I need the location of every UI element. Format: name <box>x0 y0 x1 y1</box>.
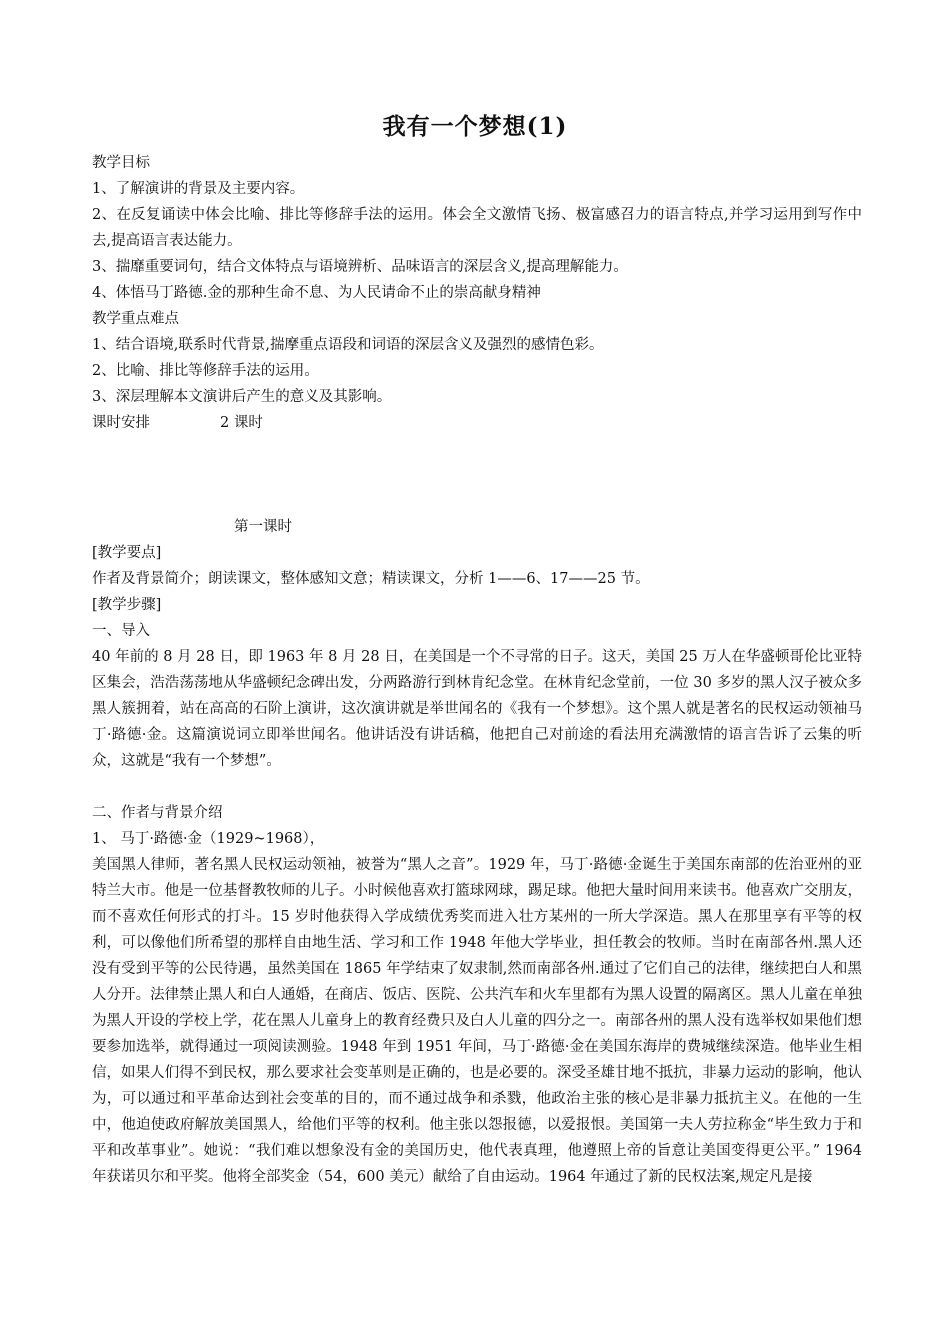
intro-paragraph: 40 年前的 8 月 28 日，即 1963 年 8 月 28 日，在美国是一个不寻常的日子。这天，美国 25 万人在华盛顿哥伦比亚特区集会，浩浩荡荡地从华盛顿纪念碑出发，分两路游行到林肯纪念堂。在林肯纪念堂前，一位 30 多岁的黑人汉子被众多黑人簇拥着，站在高高的石阶上演讲，这次演讲就是举世闻名的《我有一个梦想》。这个黑人就是著名的民权运动领袖马丁·路德·金。这篇演说词立即举世闻名。他讲话没有讲话稿，他把自己对前途的看法用充满激情的语言告诉了云集的听众，这就是“我有一个梦想”。 <box>92 649 862 769</box>
spacer <box>92 774 862 800</box>
goals-heading: 教学目标 <box>92 155 150 171</box>
essentials-text: 作者及背景简介；朗读课文，整体感知文意；精读课文，分析 1——6、17——25 节。 <box>92 571 650 587</box>
goal-item: 2、在反复诵读中体会比喻、排比等修辞手法的运用。体会全文激情飞扬、极富感召力的语言特点,并学习运用到写作中去,提高语言表达能力。 <box>92 207 862 249</box>
key-points-heading: 教学重点难点 <box>92 311 179 327</box>
goal-item: 1、了解演讲的背景及主要内容。 <box>92 181 305 197</box>
key-point-item: 2、比喻、排比等修辞手法的运用。 <box>92 363 319 379</box>
goal-item: 4、体悟马丁路德.金的那种生命不息、为人民请命不止的崇高献身精神 <box>92 285 541 301</box>
steps-heading: [教学步骤] <box>92 597 162 613</box>
schedule-row <box>92 410 862 436</box>
lesson-heading: 第一课时 <box>234 519 292 535</box>
section-heading: 一、导入 <box>92 623 150 639</box>
key-point-item: 3、深层理解本文演讲后产生的意义及其影响。 <box>92 389 392 405</box>
document-body <box>92 150 862 1190</box>
schedule-label: 课时安排 <box>92 415 150 431</box>
author-line: 1、 马丁·路德·金（1929~1968）， <box>92 831 325 847</box>
goal-item: 3、揣靡重要词句，结合文体特点与语境辨析、品味语言的深层含义,提高理解能力。 <box>92 259 628 275</box>
author-paragraph: 美国黑人律师，著名黑人民权运动领袖，被誉为“黑人之音”。1929 年，马丁·路德·金诞生于美国东南部的佐治亚州的亚特兰大市。他是一位基督教牧师的儿子。小时候他喜欢打篮球网球，踢足球。他把大量时间用来读书。他喜欢广交朋友，而不喜欢任何形式的打斗。15 岁时他获得入学成绩优秀奖而进入壮方某州的一所大学深造。黑人在那里享有平等的权利，可以像他们所希望的那样自由地生活、学习和工作 1948 年他大学毕业，担任教会的牧师。当时在南部各州.黑人还没有受到平等的公民待遇，虽然美国在 1865 年学结束了奴隶制,然而南部各州.通过了它们自己的法律，继续把白人和黑人分开。法律禁止黑人和白人通婚，在商店、饭店、医院、公共汽车和火车里都有为黑人设置的隔离区。黑人儿童在单独为黑人开设的学校上学，花在黑人儿童身上的教育经费只及白人儿童的四分之一。南部各州的黑人没有选举权如果他们想要参加选举，就得通过一项阅读测验。1948 年到 1951 年间，马丁·路德·金在美国东海岸的费城继续深造。他毕业生相信，如果人们得不到民权，那么要求社会变革则是正确的，也是必要的。深受圣雄甘地不抵抗，非暴力运动的影响，他认为，可以通过和平革命达到社会变革的目的，而不通过战争和杀戮，他政治主张的核心是非暴力抵抗主义。在他的一生中，他迫使政府解放美国黑人，给他们平等的权利。他主张以怨报德，以爱报恨。美国第一夫人劳拉称金“毕生致力于和平和改革事业”。她说：“我们难以想象没有金的美国历史，他代表真理，他遵照上帝的旨意让美国变得更公平。” 1964 年获诺贝尔和平奖。他将全部奖金（54，600 美元）献给了自由运动。1964 年通过了新的民权法案,规定凡是接 <box>92 857 862 1185</box>
spacer <box>92 436 862 514</box>
essentials-heading: [教学要点] <box>92 545 162 561</box>
section-heading: 二、作者与背景介绍 <box>92 805 223 821</box>
key-point-item: 1、结合语境,联系时代背景,揣摩重点语段和词语的深层含义及强烈的感情色彩。 <box>92 337 604 353</box>
document-title: 我有一个梦想(1) <box>382 113 568 140</box>
schedule-value: 2 课时 <box>220 415 263 431</box>
